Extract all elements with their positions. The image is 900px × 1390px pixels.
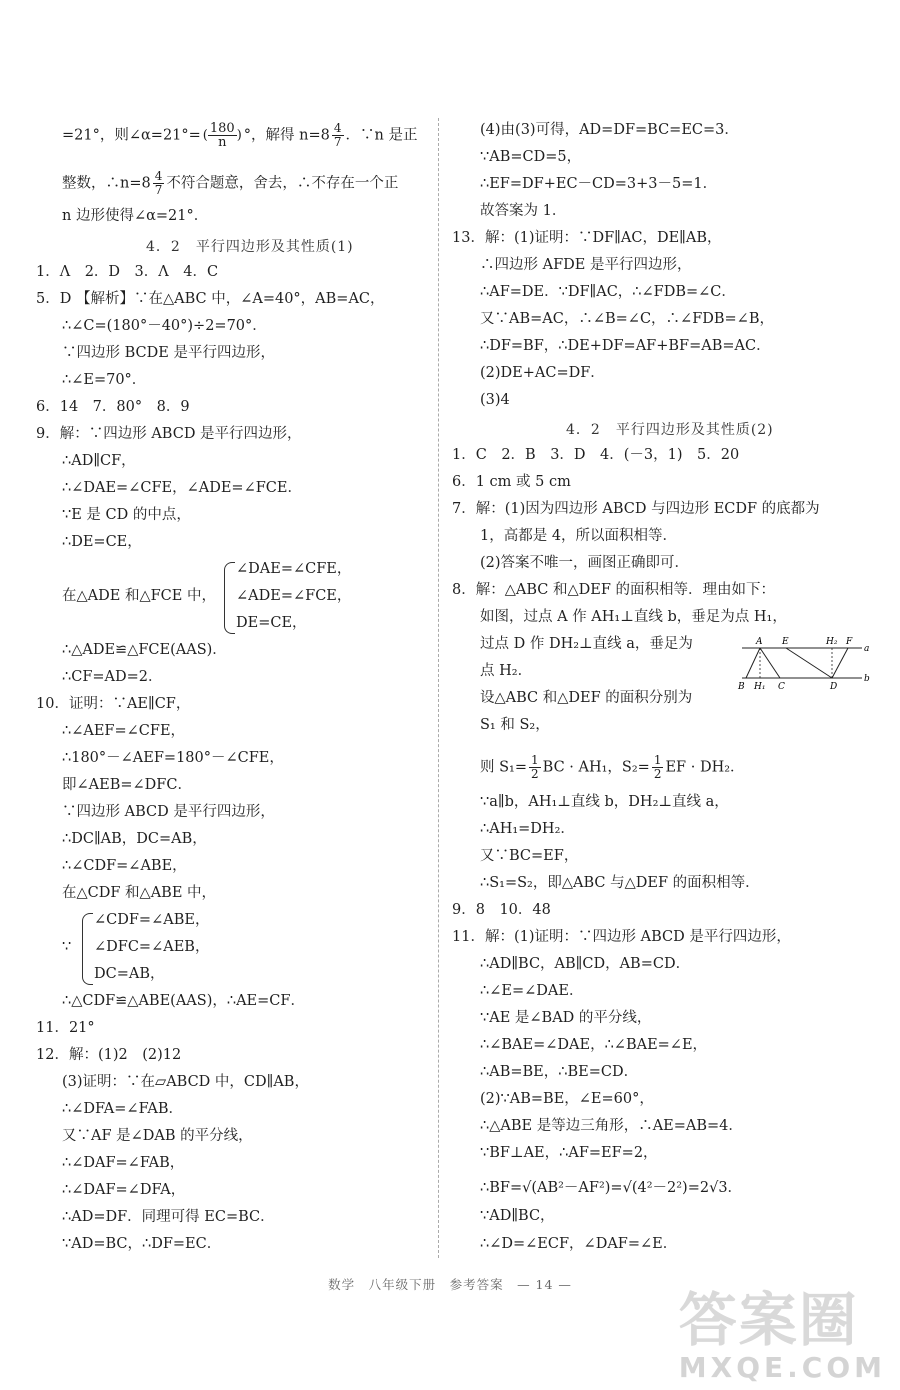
geometry-figure [736,632,872,692]
text-line: 设△ABC 和△DEF 的面积分别为 [480,690,693,706]
text-line: S₁ 和 S₂， [480,717,550,733]
text-line: ∠DAE=∠CFE， [236,561,352,577]
text-line: ∴DF=BF，∴DE+DF=AF+BF=AB=AC． [480,338,771,354]
label-e: E [782,637,789,647]
brace [82,913,93,985]
text-line: ∠CDF=∠ABE， [94,912,210,928]
text-line: 整数，∴n=8 $\frac{4}{7}$ 不符合题意，舍去，∴不存在一个正 [62,169,399,197]
text-line: 过点 D 作 DH₂⊥直线 a，垂足为 [480,636,693,652]
text-line: ∴∠E=70°． [62,372,147,388]
text-line: 又∵AB=AC，∴∠B=∠C，∴∠FDB=∠B， [480,311,774,327]
text-line: 又∵BC=EF， [480,848,579,864]
section-heading: 4．2 平行四边形及其性质(1) [146,239,354,255]
text-line: ∴AD∥CF， [62,453,136,469]
text-line: ∴△CDF≌△ABE(AAS)，∴AE=CF． [62,993,305,1009]
text-line: (3)证明：∵在▱ABCD 中，CD∥AB， [62,1074,309,1090]
text-line: ∵E 是 CD 的中点， [62,507,191,523]
answer-line: 6．1 cm 或 5 cm [452,474,571,490]
text-line: ∴S₁=S₂，即△ABC 与△DEF 的面积相等． [480,875,760,891]
fraction: $\frac{4}{7}$ [154,169,163,197]
text-line: ∴∠D=∠ECF，∠DAF=∠E． [480,1236,678,1252]
label-f: F [846,637,853,647]
text-line: ∴∠DAF=∠DFA， [62,1182,186,1198]
text-line: ∴∠AEF=∠CFE， [62,723,186,739]
text-line: ∵AD=BC，∴DF=EC． [62,1236,222,1252]
fraction: $\frac{4}{7}$ [333,121,342,149]
text-line: (2)∵AB=BE，∠E=60°， [480,1091,654,1107]
text-line: ∵AE 是∠BAD 的平分线， [480,1010,652,1026]
text-line: (2)DE+AC=DF． [480,365,605,381]
text-line: ∵四边形 BCDE 是平行四边形， [62,345,275,361]
text-line: 又∵AF 是∠DAB 的平分线， [62,1128,253,1144]
text-line: ∴∠C=(180°－40°)÷2=70°． [62,318,267,334]
segment-df [832,648,848,678]
text-line: ∴∠DAE=∠CFE，∠ADE=∠FCE． [62,480,302,496]
text-line: ∴AD∥BC，AB∥CD，AB=CD． [480,956,691,972]
label-b: B [738,682,745,692]
answer-line: 12．解：(1)2 (2)12 [36,1047,182,1063]
segment-ed [786,648,832,678]
text-line: (3)4 [480,392,510,408]
segment-ac [760,648,780,678]
answer-line: 10．证明：∵AE∥CF， [36,696,191,712]
text-line: ∴AH₁=DH₂． [480,821,575,837]
segment-ab [746,648,760,678]
text-line: ∵ [62,939,72,955]
answer-line: 1．Λ 2．D 3．Λ 4．C [36,264,219,280]
text-line: 点 H₂． [480,663,533,679]
text-line: ∴AF=DE．∵DF∥AC，∴∠FDB=∠C． [480,284,736,300]
text-line: ∵a∥b，AH₁⊥直线 b，DH₂⊥直线 a， [480,794,729,810]
text-line: =21°，则∠α=21°= ( $\frac{180}{n}$ ) °，解得 n=8 $\frac{4}{7}$ ．∵n 是正 [62,121,418,150]
text-line: ∴△ADE≌△FCE(AAS)． [62,642,227,658]
text-line: ∴∠DFA=∠FAB． [62,1101,183,1117]
watermark [678,1286,886,1384]
answer-line: 11．21° [36,1020,95,1036]
text-line: (4)由(3)可得，AD=DF=BC=EC=3． [480,122,739,138]
text-line: ∴DC∥AB，DC=AB， [62,831,207,847]
answer-line: 5．D 【解析】∵在△ABC 中，∠A=40°，AB=AC， [36,291,385,307]
text-line: ∴∠E=∠DAE． [480,983,584,999]
text-line: ∴DE=CE， [62,534,142,550]
text-line: ∠ADE=∠FCE， [236,588,352,604]
text-line: ∴180°－∠AEF=180°－∠CFE， [62,750,284,766]
text-line: ∴CF=AD=2． [62,669,163,685]
label-c: C [778,682,785,692]
text-line: 在△CDF 和△ABE 中， [62,885,217,901]
text-line: ∠DFC=∠AEB， [94,939,210,955]
label-line-b: b [864,674,870,684]
label-line-a: a [864,644,870,654]
column-divider [438,118,439,1258]
fraction: $\frac{1}{2}$ [653,753,662,781]
label-a: A [756,637,763,647]
label-h1: H₁ [754,682,766,692]
text-line: 即∠AEB=∠DFC． [62,777,192,793]
text-line: DE=CE， [236,615,307,631]
text-line: 1，高都是 4，所以面积相等． [480,528,678,544]
answer-line: 11．解：(1)证明：∵四边形 ABCD 是平行四边形， [452,929,791,945]
answer-line: 7．解：(1)因为四边形 ABCD 与四边形 ECDF 的底都为 [452,501,820,517]
page-footer: 数学 八年级下册 参考答案 — 14 — [328,1277,572,1292]
text-line: ∵BF⊥AE，∴AF=EF=2， [480,1145,658,1161]
text-line: 如图，过点 A 作 AH₁⊥直线 b，垂足为点 H₁， [480,609,787,625]
text-line: ∴AB=BE，∴BE=CD． [480,1064,639,1080]
text-line: ∴四边形 AFDE 是平行四边形， [480,257,692,273]
text-line: 则 S₁= $\frac{1}{2}$ BC · AH₁，S₂= $\frac{1}{2}$ EF · DH₂． [480,753,745,781]
answer-line: 6．14 7．80° 8．9 [36,399,190,415]
text-line: n 边形使得∠α=21°． [62,208,209,224]
answer-line: 13．解：(1)证明：∵DF∥AC，DE∥AB， [452,230,722,246]
answer-line: 9．解：∵四边形 ABCD 是平行四边形， [36,426,302,442]
fraction: $\frac{1}{2}$ [531,753,539,781]
fraction: ( $\frac{180}{n}$ ) [202,121,242,150]
answer-line: 8．解：△ABC 和△DEF 的面积相等．理由如下： [452,582,776,598]
text-line: ∴△ABE 是等边三角形，∴AE=AB=4． [480,1118,743,1134]
answer-line: 9．8 10．48 [452,902,551,918]
text-line: 故答案为 1． [480,203,567,219]
label-d: D [830,682,838,692]
text-line: ∴∠BAE=∠DAE，∴∠BAE=∠E， [480,1037,708,1053]
text-line: 在△ADE 和△FCE 中， [62,588,216,604]
text-line: ∴BF=√(AB²－AF²)=√(4²－2²)=2√3． [480,1180,743,1196]
label-h2: H₂ [826,637,838,647]
text-line: ∵AD∥BC， [480,1208,555,1224]
watermark-url: MXQE.COM [678,1351,886,1384]
watermark-logo: 答案圈 [678,1286,859,1354]
text-line: ∴∠DAF=∠FAB， [62,1155,185,1171]
text-line: (2)答案不唯一，画图正确即可． [480,555,690,571]
text-line: ∵AB=CD=5， [480,149,582,165]
text-line: ∴AD=DF．同理可得 EC=BC． [62,1209,275,1225]
text-line: ∴∠CDF=∠ABE， [62,858,187,874]
section-heading: 4．2 平行四边形及其性质(2) [566,422,774,438]
brace [224,562,235,634]
answer-line: 1．C 2．B 3．D 4．(－3，1) 5．20 [452,447,740,463]
text-line: ∴EF=DF+EC－CD=3+3－5=1． [480,176,718,192]
text-line: ∵四边形 ABCD 是平行四边形， [62,804,275,820]
text-line: DC=AB， [94,966,165,982]
